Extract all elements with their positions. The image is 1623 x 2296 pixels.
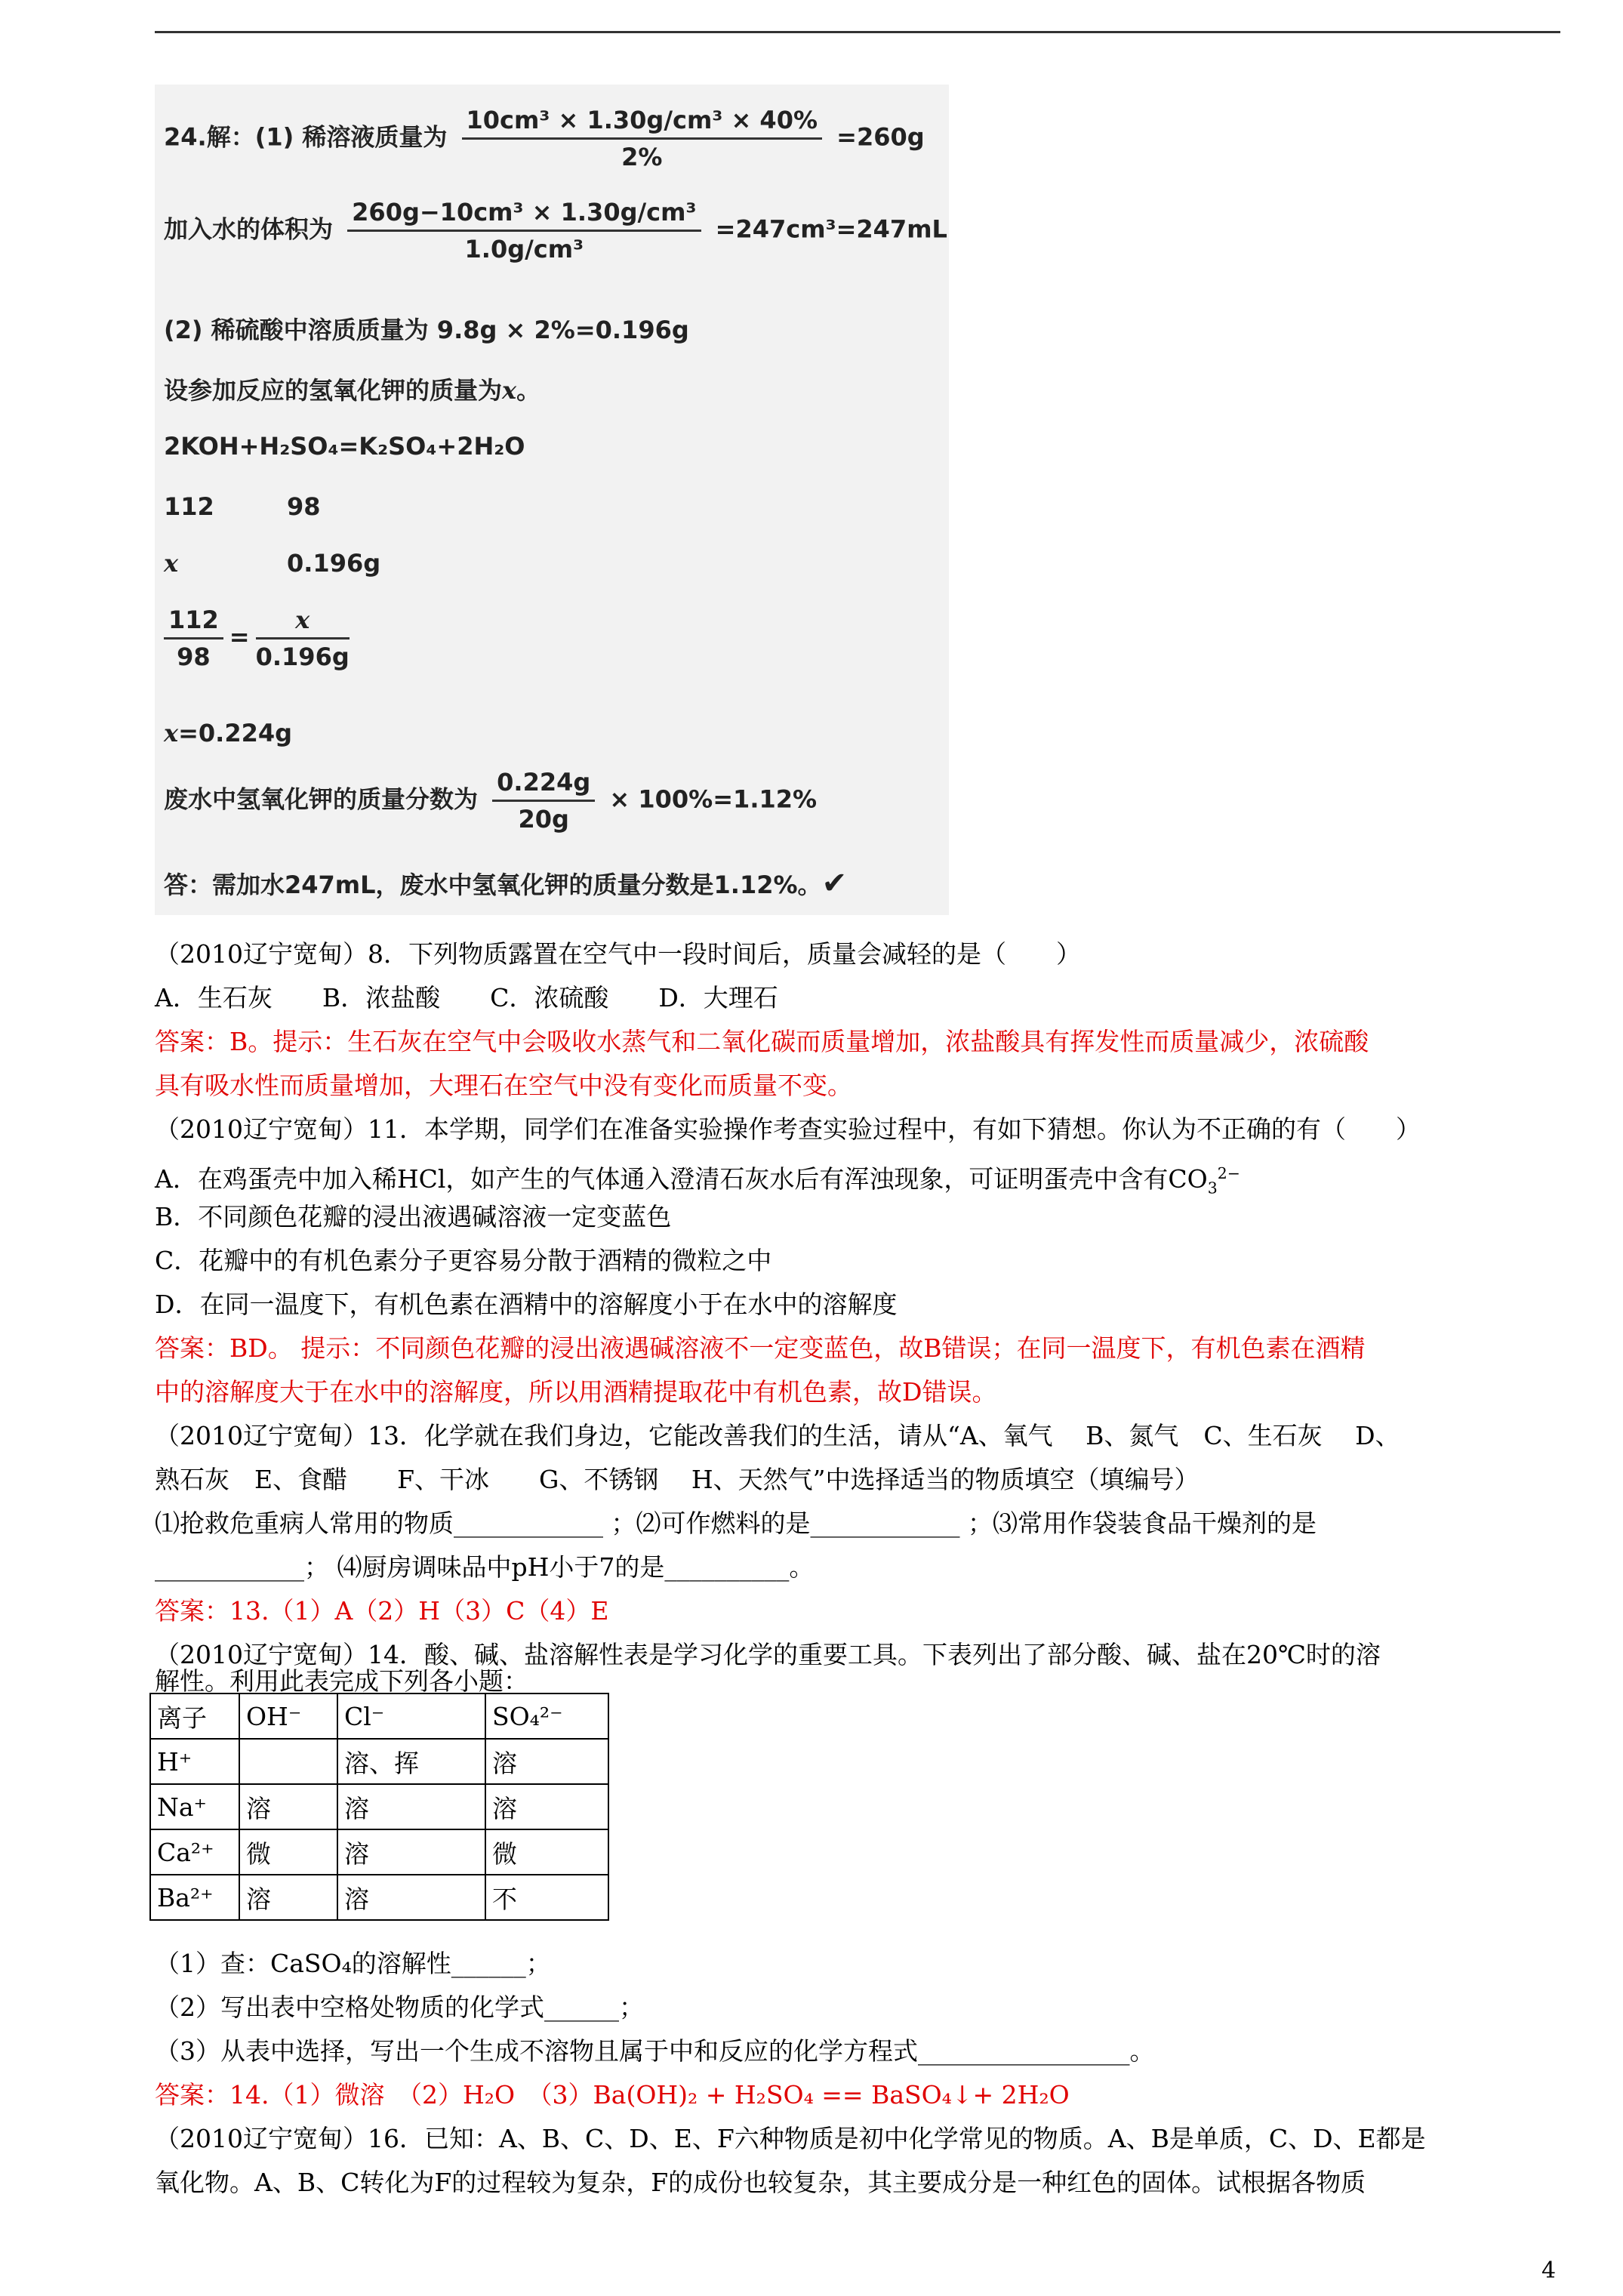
question-8-answer-cont: 具有吸水性而质量增加，大理石在空气中没有变化而质量不变。	[155, 1071, 852, 1100]
table-cell: Ca²⁺	[150, 1829, 239, 1875]
solubility-table	[149, 1693, 609, 1921]
fraction	[164, 606, 223, 671]
superscript: 2−	[1217, 1164, 1240, 1182]
question-13-stem-cont: 熟石灰 E、食醋 F、干冰 G、不锈钢 H、天然气”中选择适当的物质填空（填编号）	[155, 1465, 1200, 1494]
solution-result: × 100%=1.12%	[609, 784, 818, 814]
known-mass: 0.196g	[287, 549, 381, 578]
solution-line-fraction	[164, 768, 817, 834]
fraction	[256, 606, 350, 671]
table-cell: Na⁺	[150, 1784, 239, 1829]
molar-mass-koh: 112	[164, 492, 214, 521]
fraction-denominator: 2%	[621, 143, 663, 171]
question-8-answer: 答案：B。提示：生石灰在空气中会吸收水蒸气和二氧化碳而质量增加，浓盐酸具有挥发性而质量减少，浓硫酸	[155, 1027, 1369, 1056]
table-header-cell: SO₄²⁻	[485, 1693, 608, 1739]
fraction-numerator: 0.224g	[492, 768, 595, 802]
solution-text: 答：需加水247mL，废水中氢氧化钾的质量分数是1.12%。	[164, 871, 822, 899]
solution-answer	[164, 866, 847, 901]
solution-line-3: (2) 稀硫酸中溶质质量为 9.8g × 2%=0.196g	[164, 316, 689, 344]
table-cell: 溶	[485, 1739, 608, 1784]
subscript: 3	[1207, 1179, 1218, 1197]
fraction-denominator: 1.0g/cm³	[464, 235, 584, 264]
fraction-numerator: 10cm³ × 1.30g/cm³ × 40%	[462, 106, 823, 140]
question-14-answer: 答案：14.（1）微溶 （2）H₂O （3）Ba(OH)₂ + H₂SO₄ == BaSO₄↓+ 2H₂O	[155, 2080, 1070, 2110]
table-cell: 溶	[239, 1875, 337, 1920]
table-cell: 微	[239, 1829, 337, 1875]
page-number: 4	[1541, 2257, 1557, 2284]
solution-result: =260g	[836, 122, 925, 152]
solution-text: 废水中氢氧化钾的质量分数为	[164, 784, 479, 814]
question-14-stem-cont: 解性。利用此表完成下列各小题：	[155, 1666, 528, 1696]
fraction	[462, 106, 823, 171]
fraction-denominator: 0.196g	[255, 643, 350, 671]
solution-line-x	[164, 719, 292, 747]
table-row	[150, 1739, 608, 1784]
table-cell: 微	[485, 1829, 608, 1875]
unknown-mass: x	[164, 549, 179, 578]
table-cell: 溶	[337, 1784, 485, 1829]
solution-line-1	[164, 106, 925, 171]
table-cell: H⁺	[150, 1739, 239, 1784]
table-row	[150, 1829, 608, 1875]
question-14-sub-1: （1）查：CaSO₄的溶解性______；	[155, 1949, 551, 1978]
fraction-numerator: 260g−10cm³ × 1.30g/cm³	[347, 198, 701, 232]
table-cell: 溶	[485, 1784, 608, 1829]
table-header-cell: 离子	[150, 1693, 239, 1739]
question-14-sub-3: （3）从表中选择，写出一个生成不溶物且属于中和反应的化学方程式_________________。	[155, 2036, 1155, 2066]
solution-line-4	[164, 371, 540, 406]
question-11-stem: （2010辽宁宽甸）11．本学期，同学们在准备实验操作考查实验过程中，有如下猜想。你认为不正确的有（ ）	[155, 1114, 1421, 1144]
table-cell	[239, 1739, 337, 1784]
table-header-cell: OH⁻	[239, 1693, 337, 1739]
solution-text: 设参加反应的氢氧化钾的质量为	[164, 376, 503, 405]
table-header-row	[150, 1693, 608, 1739]
proportion: $\frac{112}{98}$ = $\frac{x}{0.196g}$	[158, 606, 356, 671]
check-mark-icon: ✔	[821, 866, 848, 901]
solution-result: =0.224g	[178, 719, 293, 747]
fraction	[492, 768, 595, 834]
table-cell: 溶	[239, 1784, 337, 1829]
chemical-equation: 2KOH+H₂SO₄=K₂SO₄+2H₂O	[164, 432, 525, 461]
table-row	[150, 1875, 608, 1920]
question-16-stem-cont: 氧化物。A、B、C转化为F的过程较为复杂，F的成份也较复杂，其主要成分是一种红色的固体。试根据各物质	[155, 2168, 1366, 2197]
table-cell: 溶、挥	[337, 1739, 485, 1784]
fraction-denominator: 98	[177, 643, 211, 671]
question-11-answer-cont: 中的溶解度大于在水中的溶解度，所以用酒精提取花中有机色素，故D错误。	[155, 1377, 997, 1407]
variable-x: x	[164, 719, 179, 747]
question-14-sub-2: （2）写出表中空格处物质的化学式______；	[155, 1992, 644, 2022]
question-11-answer: 答案：BD。 提示：不同颜色花瓣的浸出液遇碱溶液不一定变蓝色，故B错误；在同一温度下，有机色素在酒精	[155, 1333, 1366, 1363]
solution-text: 24.解：(1) 稀溶液质量为	[164, 122, 448, 152]
question-14-stem: （2010辽宁宽甸）14．酸、碱、盐溶解性表是学习化学的重要工具。下表列出了部分酸、碱、盐在20℃时的溶	[155, 1640, 1381, 1669]
molar-mass-h2so4: 98	[287, 492, 321, 521]
solution-text: 加入水的体积为	[164, 214, 334, 244]
scanned-solution-image	[155, 85, 949, 915]
table-row	[150, 1784, 608, 1829]
question-8-options: A．生石灰 B．浓盐酸 C．浓硫酸 D．大理石	[155, 983, 778, 1012]
fraction-numerator: x	[256, 606, 350, 639]
question-13-blanks-cont: ____________； ⑷厨房调味品中pH小于7的是__________。	[155, 1552, 815, 1582]
variable-x: x	[502, 376, 517, 405]
table-cell: Ba²⁺	[150, 1875, 239, 1920]
table-header-cell: Cl⁻	[337, 1693, 485, 1739]
table-cell: 溶	[337, 1875, 485, 1920]
option-text: A．在鸡蛋壳中加入稀HCl，如产生的气体通入澄清石灰水后有浑浊现象，可证明蛋壳中含有CO	[155, 1164, 1208, 1194]
solution-text: 。	[516, 376, 541, 405]
question-11-option-b: B．不同颜色花瓣的浸出液遇碱溶液一定变蓝色	[155, 1202, 672, 1231]
question-13-answer: 答案：13.（1）A（2）H（3）C（4）E	[155, 1596, 609, 1626]
header-rule	[155, 31, 1560, 33]
question-11-option-d: D．在同一温度下，有机色素在酒精中的溶解度小于在水中的溶解度	[155, 1290, 898, 1319]
table-cell: 不	[485, 1875, 608, 1920]
solution-line-2	[164, 198, 947, 264]
question-8-stem: （2010辽宁宽甸）8．下列物质露置在空气中一段时间后，质量会减轻的是（ ）	[155, 939, 1081, 969]
fraction-denominator: 20g	[518, 805, 569, 834]
question-13-blanks: ⑴抢救危重病人常用的物质____________ ；⑵可作燃料的是____________ ；⑶常用作袋装食品干燥剂的是	[155, 1509, 1317, 1538]
question-13-stem: （2010辽宁宽甸）13．化学就在我们身边，它能改善我们的生活，请从“A、氧气 B、氮气 C、生石灰 D、	[155, 1421, 1400, 1450]
question-16-stem: （2010辽宁宽甸）16．已知：A、B、C、D、E、F六种物质是初中化学常见的物质。A、B是单质，C、D、E都是	[155, 2124, 1426, 2153]
fraction	[347, 198, 701, 264]
table-cell: 溶	[337, 1829, 485, 1875]
fraction-numerator: 112	[164, 606, 223, 639]
solution-result: =247cm³=247mL	[715, 214, 947, 244]
question-11-option-c: C．花瓣中的有机色素分子更容易分散于酒精的微粒之中	[155, 1246, 772, 1275]
